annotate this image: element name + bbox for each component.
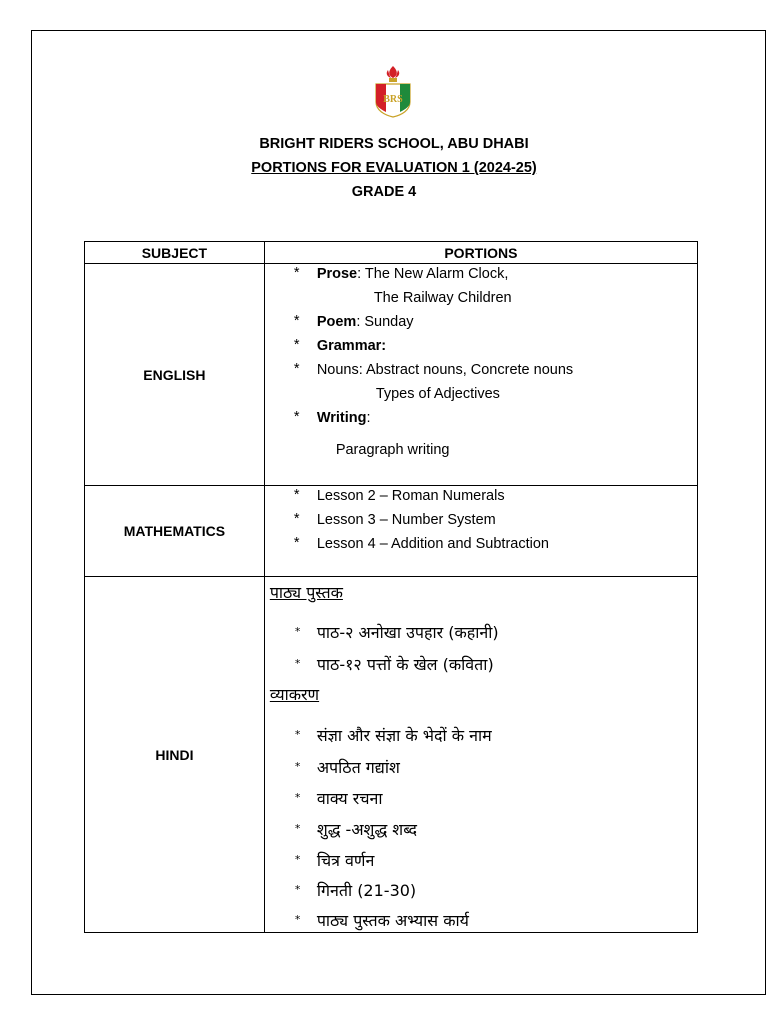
writing-label: Writing xyxy=(316,410,367,426)
subject-english: ENGLISH xyxy=(85,264,265,486)
header-subject: SUBJECT xyxy=(85,242,265,264)
portions-hindi xyxy=(264,577,697,933)
bullet: * xyxy=(293,337,300,353)
bullet: * xyxy=(293,313,300,329)
portions-mathematics xyxy=(264,486,697,577)
prose-label: Prose xyxy=(316,266,358,282)
subject-mathematics: MATHEMATICS xyxy=(85,486,265,577)
header-portions: PORTIONS xyxy=(264,242,697,264)
hindi-grammar-item-5: चित्र वर्णन xyxy=(316,851,375,870)
prose-text-1: : The New Alarm Clock, xyxy=(357,266,509,282)
hindi-textbook-item-1: पाठ-२ अनोखा उपहार (कहानी) xyxy=(316,623,499,642)
subject-hindi: HINDI xyxy=(85,577,265,933)
bullet: * xyxy=(293,487,300,503)
bullet: * xyxy=(294,791,301,804)
poem-text: : Sunday xyxy=(356,314,414,330)
bullet: * xyxy=(294,913,301,926)
hindi-textbook-heading: पाठ्य पुस्तक xyxy=(269,583,343,602)
portions-table xyxy=(84,241,698,933)
evaluation-title: PORTIONS FOR EVALUATION 1 (2024-25) xyxy=(251,160,537,176)
hindi-grammar-item-1: संज्ञा और संज्ञा के भेदों के नाम xyxy=(316,726,492,745)
adjectives-text: Types of Adjectives xyxy=(375,386,500,402)
paragraph-text: Paragraph writing xyxy=(335,442,450,458)
bullet: * xyxy=(293,361,300,377)
hindi-grammar-item-3: वाक्य रचना xyxy=(316,789,383,808)
bullet: * xyxy=(294,728,301,741)
math-lesson-1: Lesson 2 – Roman Numerals xyxy=(316,488,505,504)
poem-line xyxy=(317,314,414,330)
table-header-row xyxy=(85,242,698,264)
bullet: * xyxy=(294,625,301,638)
hindi-grammar-item-7: पाठ्य पुस्तक अभ्यास कार्य xyxy=(316,911,469,930)
grammar-label: Grammar: xyxy=(316,338,387,354)
table-row-english xyxy=(85,264,698,486)
poem-label: Poem xyxy=(316,314,357,330)
table-row-mathematics xyxy=(85,486,698,577)
nouns-text: Nouns: Abstract nouns, Concrete nouns xyxy=(316,362,574,378)
writing-line xyxy=(317,410,371,426)
hindi-textbook-item-2: पाठ-१२ पत्तों के खेल (कविता) xyxy=(316,655,494,674)
prose-line xyxy=(317,266,509,282)
bullet: * xyxy=(293,511,300,527)
bullet: * xyxy=(293,535,300,551)
bullet: * xyxy=(294,657,301,670)
bullet: * xyxy=(294,760,301,773)
writing-colon: : xyxy=(366,410,371,426)
prose-text-2: The Railway Children xyxy=(373,290,512,306)
math-lesson-3: Lesson 4 – Addition and Subtraction xyxy=(316,536,549,552)
hindi-grammar-item-2: अपठित गद्यांश xyxy=(316,758,400,777)
hindi-grammar-item-6: गिनती (21-30) xyxy=(316,881,417,900)
bullet: * xyxy=(294,883,301,896)
grade-title: GRADE 4 xyxy=(351,184,417,200)
bullet: * xyxy=(294,822,301,835)
portions-english xyxy=(264,264,697,486)
table-row-hindi xyxy=(85,577,698,933)
hindi-grammar-heading: व्याकरण xyxy=(269,685,320,704)
hindi-grammar-item-4: शुद्ध -अशुद्ध शब्द xyxy=(316,820,418,839)
school-logo-icon xyxy=(368,64,418,118)
bullet: * xyxy=(293,409,300,425)
bullet: * xyxy=(293,265,300,281)
svg-text:BRS: BRS xyxy=(383,94,403,105)
math-lesson-2: Lesson 3 – Number System xyxy=(316,512,496,528)
bullet: * xyxy=(294,853,301,866)
school-name: BRIGHT RIDERS SCHOOL, ABU DHABI xyxy=(259,136,529,152)
